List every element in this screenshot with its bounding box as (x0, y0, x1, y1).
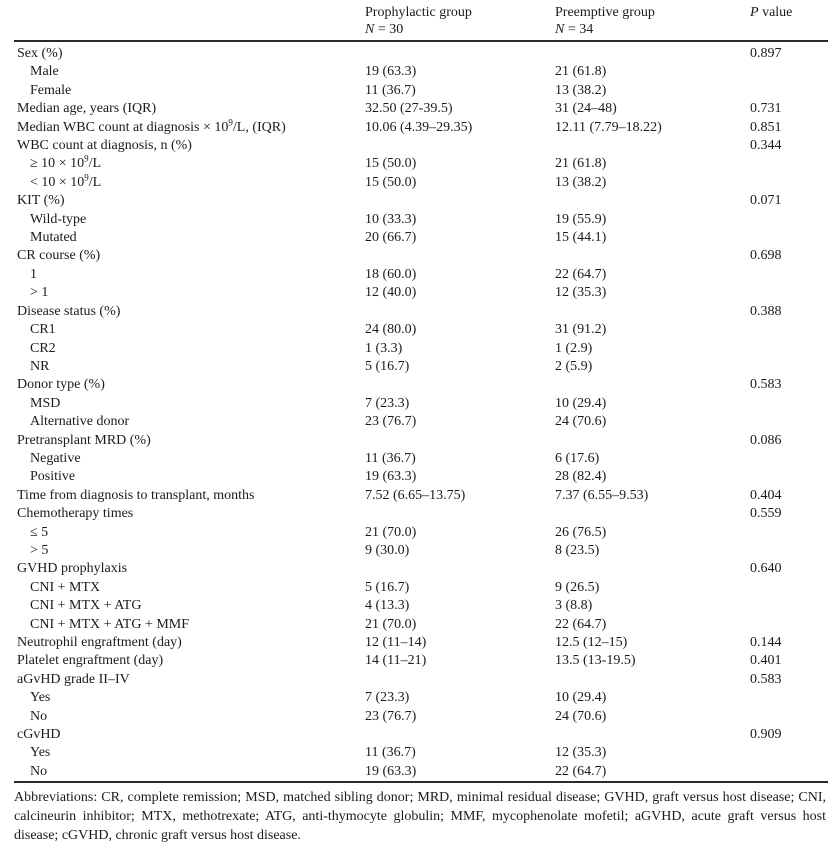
preemptive-value: 6 (17.6) (555, 450, 600, 466)
table-row (14, 100, 828, 118)
prophylactic-group-name: Prophylactic group (365, 5, 472, 20)
table-row (14, 634, 828, 652)
preemptive-value (555, 45, 750, 63)
table-row (14, 284, 828, 302)
p-value (750, 358, 828, 376)
p-value: 0.086 (750, 432, 782, 448)
p-value (750, 284, 828, 302)
row-label: 1 (30, 266, 37, 282)
p-value (750, 468, 828, 486)
row-label: ≤ 5 (30, 524, 49, 540)
table-row (14, 524, 828, 542)
preemptive-value: 10 (29.4) (555, 690, 607, 706)
prophylactic-value: 23 (76.7) (365, 708, 417, 724)
row-label: Neutrophil engraftment (day) (17, 635, 182, 650)
prophylactic-value: 10 (33.3) (365, 211, 417, 227)
preemptive-value: 12.5 (12–15) (555, 635, 628, 650)
p-value: 0.583 (750, 671, 782, 687)
table-row (14, 340, 828, 358)
row-label: Yes (30, 690, 51, 706)
table-row (14, 116, 828, 137)
p-value: 0.404 (750, 487, 782, 503)
p-value (750, 63, 828, 81)
table-row (14, 63, 828, 81)
prophylactic-value (365, 726, 555, 744)
row-label: Positive (30, 469, 76, 485)
p-value: 0.640 (750, 561, 782, 577)
preemptive-value: 9 (26.5) (555, 579, 600, 595)
table-row (14, 413, 828, 431)
table-row (14, 82, 828, 100)
prophylactic-value: 7.52 (6.65–13.75) (365, 487, 466, 503)
p-value (750, 597, 828, 615)
prophylactic-value: 32.50 (27-39.5) (365, 101, 453, 117)
row-label: GVHD prophylaxis (17, 561, 128, 577)
preemptive-value (555, 192, 750, 210)
table-row (14, 229, 828, 247)
preemptive-value (555, 671, 750, 689)
preemptive-value (555, 376, 750, 394)
preemptive-value: 10 (29.4) (555, 395, 607, 411)
preemptive-value: 13 (38.2) (555, 174, 607, 190)
prophylactic-value (365, 303, 555, 321)
preemptive-value: 19 (55.9) (555, 211, 607, 227)
table-row (14, 652, 828, 670)
row-label: Wild-type (30, 211, 87, 227)
p-value (750, 321, 828, 339)
table-row (14, 726, 828, 744)
prophylactic-value: 7 (23.3) (365, 690, 410, 706)
preemptive-value: 28 (82.4) (555, 469, 607, 485)
table-row (14, 689, 828, 707)
prophylactic-value: 5 (16.7) (365, 579, 410, 595)
prophylactic-value: 19 (63.3) (365, 64, 417, 80)
row-label: Mutated (30, 230, 77, 246)
table-row (14, 579, 828, 597)
prophylactic-value: 15 (50.0) (365, 156, 417, 172)
header-preemptive-group (555, 5, 750, 38)
preemptive-value: 26 (76.5) (555, 524, 607, 540)
row-label: > 5 (30, 542, 49, 558)
table-row (14, 671, 828, 689)
table-row (14, 174, 828, 192)
table-row (14, 303, 828, 321)
row-label: No (30, 763, 48, 779)
abbreviations-footnote: Abbreviations: CR, complete remission; MSD, matched sibling donor; MRD, minimal residual disease; GVHD, graft versus host disease; CNI, calcineurin inhibitor; MTX, methotrexate; ATG, anti-thymocyte globulin; MMF, mycophenolate mofetil; aGVHD, acute graft versus host disease; cGVHD, chronic graft versus host disease. (14, 790, 826, 844)
prophylactic-value: 11 (36.7) (365, 82, 416, 98)
prophylactic-value (365, 137, 555, 155)
table-row (14, 376, 828, 394)
p-value (750, 708, 828, 726)
row-label: ≥ $10 \times 10^9/L$ (30, 153, 102, 172)
p-value (750, 763, 828, 781)
preemptive-value: 12 (35.3) (555, 745, 607, 761)
table-row (14, 560, 828, 578)
prophylactic-value (365, 247, 555, 265)
row-label: Male (30, 64, 59, 80)
preemptive-value (555, 137, 750, 155)
prophylactic-value (365, 671, 555, 689)
p-value: 0.698 (750, 248, 782, 264)
preemptive-value: 12 (35.3) (555, 285, 607, 301)
row-label: Median age, years (IQR) (17, 101, 157, 117)
prophylactic-value: 12 (40.0) (365, 285, 417, 301)
p-value: 0.897 (750, 46, 782, 61)
p-value (750, 616, 828, 634)
prophylactic-value: 5 (16.7) (365, 358, 410, 374)
prophylactic-value (365, 376, 555, 394)
preemptive-value (555, 726, 750, 744)
p-value (750, 174, 828, 192)
table-row (14, 616, 828, 634)
row-label: Time from diagnosis to transplant, months (17, 487, 255, 503)
row-label: aGvHD grade II–IV (17, 671, 130, 687)
header-prophylactic-group (365, 5, 555, 38)
p-value (750, 340, 828, 358)
preemptive-value: 24 (70.6) (555, 708, 607, 724)
table-row (14, 744, 828, 762)
preemptive-value: 3 (8.8) (555, 598, 593, 614)
prophylactic-value: 19 (63.3) (365, 469, 417, 485)
prophylactic-value: 24 (80.0) (365, 322, 417, 338)
row-label: Negative (30, 450, 81, 466)
prophylactic-value: 9 (30.0) (365, 542, 410, 558)
p-value (750, 229, 828, 247)
p-value (750, 413, 828, 431)
table-row (14, 266, 828, 284)
p-value: 0.401 (750, 653, 782, 669)
preemptive-value (555, 560, 750, 578)
preemptive-value: 7.37 (6.55–9.53) (555, 487, 649, 503)
header-spacer (14, 5, 365, 38)
preemptive-value: 13.5 (13-19.5) (555, 653, 636, 669)
prophylactic-value: 21 (70.0) (365, 524, 417, 540)
row-label: Pretransplant MRD (%) (17, 432, 151, 448)
preemptive-value: 12.11 (7.79–18.22) (555, 119, 662, 135)
p-value: 0.144 (750, 635, 782, 650)
row-label: CNI + MTX + ATG + MMF (30, 616, 190, 632)
prophylactic-value (365, 505, 555, 523)
prophylactic-value: 19 (63.3) (365, 763, 417, 779)
table-row (14, 468, 828, 486)
preemptive-value: 22 (64.7) (555, 616, 607, 632)
preemptive-value (555, 303, 750, 321)
preemptive-group-n: N = 34 (555, 21, 594, 37)
table-row (14, 155, 828, 173)
prophylactic-value: 15 (50.0) (365, 174, 417, 190)
prophylactic-value (365, 560, 555, 578)
prophylactic-value: 21 (70.0) (365, 616, 417, 632)
table-row (14, 708, 828, 726)
row-label: CNI + MTX + ATG (30, 598, 142, 614)
preemptive-value: 8 (23.5) (555, 542, 600, 558)
preemptive-value (555, 432, 750, 450)
row-label: MSD (30, 395, 61, 411)
prophylactic-value: 11 (36.7) (365, 745, 416, 761)
p-value: 0.388 (750, 303, 782, 319)
row-label: Female (30, 82, 72, 98)
row-label: > 1 (30, 285, 49, 301)
table-header-row (14, 2, 828, 42)
p-value: 0.071 (750, 193, 782, 209)
p-value (750, 395, 828, 413)
p-value (750, 579, 828, 597)
preemptive-value (555, 247, 750, 265)
prophylactic-value: 10.06 (4.39–29.35) (365, 119, 473, 135)
p-value: 0.344 (750, 138, 782, 154)
p-value: 0.909 (750, 727, 782, 743)
row-label: No (30, 708, 48, 724)
prophylactic-value: 11 (36.7) (365, 450, 416, 466)
table-row (14, 192, 828, 210)
row-label: WBC count at diagnosis, n (%) (17, 138, 192, 154)
preemptive-value: 24 (70.6) (555, 414, 607, 430)
table-row (14, 321, 828, 339)
table-row (14, 395, 828, 413)
table-row (14, 597, 828, 615)
prophylactic-value: 12 (11–14) (365, 635, 427, 650)
preemptive-value: 15 (44.1) (555, 230, 607, 246)
row-label: < $10 \times 10^9/L$ (30, 172, 102, 190)
p-value: 0.851 (750, 119, 782, 135)
preemptive-group-name: Preemptive group (555, 5, 655, 20)
row-label: Platelet engraftment (day) (17, 653, 164, 669)
table-row (14, 505, 828, 523)
table-row (14, 763, 828, 781)
prophylactic-value (365, 45, 555, 63)
p-value (750, 524, 828, 542)
preemptive-value: 1 (2.9) (555, 340, 593, 356)
row-label: Disease status (%) (17, 303, 121, 319)
row-label: Alternative donor (30, 414, 130, 430)
preemptive-value (555, 505, 750, 523)
table-row (14, 542, 828, 560)
row-label: CR course (%) (17, 248, 101, 264)
prophylactic-value: 1 (3.3) (365, 340, 403, 356)
prophylactic-value: 23 (76.7) (365, 414, 417, 430)
table-row (14, 45, 828, 63)
row-label: Chemotherapy times (17, 506, 134, 522)
prophylactic-value: 18 (60.0) (365, 266, 417, 282)
preemptive-value: 31 (91.2) (555, 322, 607, 338)
row-label: Median WBC count at diagnosis × $10^9/L$, (IQR) (17, 116, 286, 135)
row-label: CR2 (30, 340, 56, 356)
prophylactic-value (365, 192, 555, 210)
p-value (750, 266, 828, 284)
table-row (14, 450, 828, 468)
preemptive-value: 2 (5.9) (555, 358, 593, 374)
preemptive-value: 13 (38.2) (555, 82, 607, 98)
row-label: Sex (%) (17, 46, 63, 61)
prophylactic-group-n: N = 30 (365, 21, 404, 37)
prophylactic-value: 14 (11–21) (365, 653, 427, 669)
row-label: cGvHD (17, 727, 61, 743)
preemptive-value: 21 (61.8) (555, 64, 607, 80)
table-row (14, 211, 828, 229)
preemptive-value: 22 (64.7) (555, 763, 607, 779)
p-value (750, 744, 828, 762)
row-label: Yes (30, 745, 51, 761)
p-value (750, 155, 828, 173)
p-value (750, 450, 828, 468)
table-row (14, 247, 828, 265)
table-row (14, 432, 828, 450)
p-value: 0.731 (750, 101, 782, 117)
header-p-value: P value (750, 5, 793, 20)
table-row (14, 137, 828, 155)
p-value (750, 542, 828, 560)
p-value (750, 211, 828, 229)
prophylactic-value: 20 (66.7) (365, 230, 417, 246)
table-row (14, 487, 828, 505)
row-label: CR1 (30, 322, 56, 338)
preemptive-value: 21 (61.8) (555, 156, 607, 172)
prophylactic-value (365, 432, 555, 450)
p-value: 0.559 (750, 506, 782, 522)
row-label: KIT (%) (17, 193, 65, 209)
p-value: 0.583 (750, 377, 782, 393)
p-value (750, 689, 828, 707)
table-row (14, 358, 828, 376)
p-value (750, 82, 828, 100)
preemptive-value: 22 (64.7) (555, 266, 607, 282)
prophylactic-value: 7 (23.3) (365, 395, 410, 411)
table-body (14, 42, 828, 783)
prophylactic-value: 4 (13.3) (365, 598, 410, 614)
row-label: CNI + MTX (30, 579, 101, 595)
preemptive-value: 31 (24–48) (555, 101, 617, 117)
row-label: Donor type (%) (17, 377, 105, 393)
row-label: NR (30, 358, 50, 374)
